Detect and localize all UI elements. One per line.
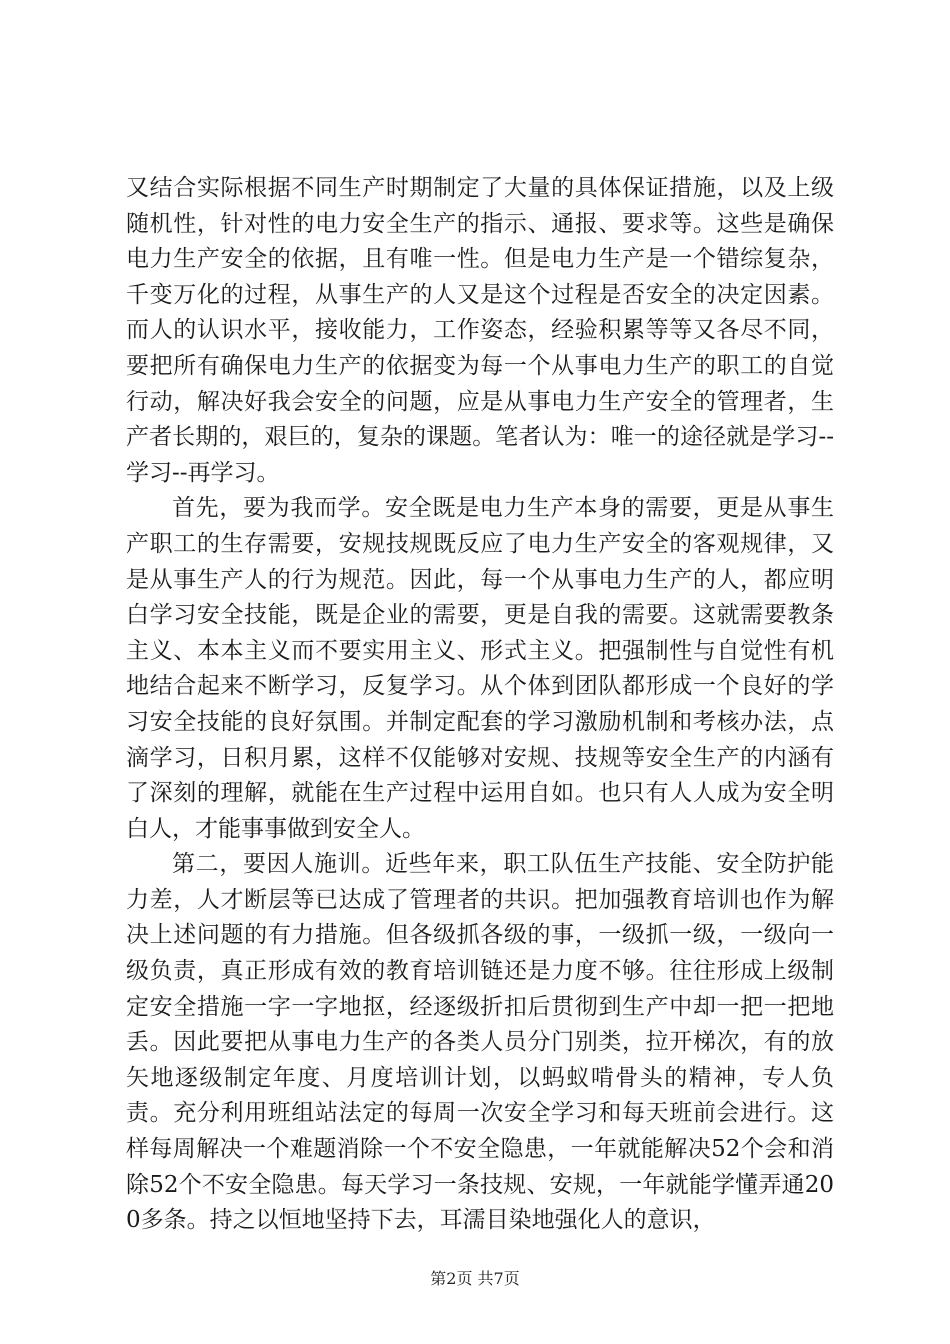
paragraph-second-point: 第二，要因人施训。近些年来，职工队伍生产技能、安全防护能力差，人才断层等已达成了管理者的共识。把加强教育培训也作为解决上述问题的有力措施。但各级抓各级的事，一级抓一级，一级向一级负责，真正形成有效的教育培训链还是力度不够。往往形成上级制定安全措施一字一字地抠，经逐级折扣后贯彻到生产中却一把一把地丢。因此要把从事电力生产的各类人员分门别类，拉开梯次，有的放矢地逐级制定年度、月度培训计划，以蚂蚁啃骨头的精神，专人负责。充分利用班组站法定的每周一次安全学习和每天班前会进行。这样每周解决一个难题消除一个不安全隐患，一年就能解决52个会和消除52个不安全隐患。每天学习一条技规、安规，一年就能学懂弄通200多条。持之以恒地坚持下去，耳濡目染地强化人的意识， (126, 851, 834, 1234)
body-text (126, 171, 834, 1239)
page-footer: 第2页 共7页 (430, 1269, 520, 1288)
paragraph-continuation: 又结合实际根据不同生产时期制定了大量的具体保证措施，以及上级随机性，针对性的电力安全生产的指示、通报、要求等。这些是确保电力生产安全的依据，且有唯一性。但是电力生产是一个错综复杂，千变万化的过程，从事生产的人又是这个过程是否安全的决定因素。而人的认识水平，接收能力，工作姿态，经验积累等等又各尽不同，要把所有确保电力生产的依据变为每一个从事电力生产的职工的自觉行动，解决好我会安全的问题，应是从事电力生产安全的管理者，生产者长期的，艰巨的，复杂的课题。笔者认为：唯一的途径就是学习--学习--再学习。 (126, 175, 834, 486)
paragraph-first-point: 首先，要为我而学。安全既是电力生产本身的需要，更是从事生产职工的生存需要，安规技规既反应了电力生产安全的客观规律，又是从事生产人的行为规范。因此，每一个从事电力生产的人，都应明白学习安全技能，既是企业的需要，更是自我的需要。这就需要教条主义、本本主义而不要实用主义、形式主义。把强制性与自觉性有机地结合起来不断学习，反复学习。从个体到团队都形成一个良好的学习安全技能的良好氛围。并制定配套的学习激励机制和考核办法，点滴学习，日积月累，这样不仅能够对安规、技规等安全生产的内涵有了深刻的理解，就能在生产过程中运用自如。也只有人人成为安全明白人，才能事事做到安全人。 (126, 495, 834, 842)
